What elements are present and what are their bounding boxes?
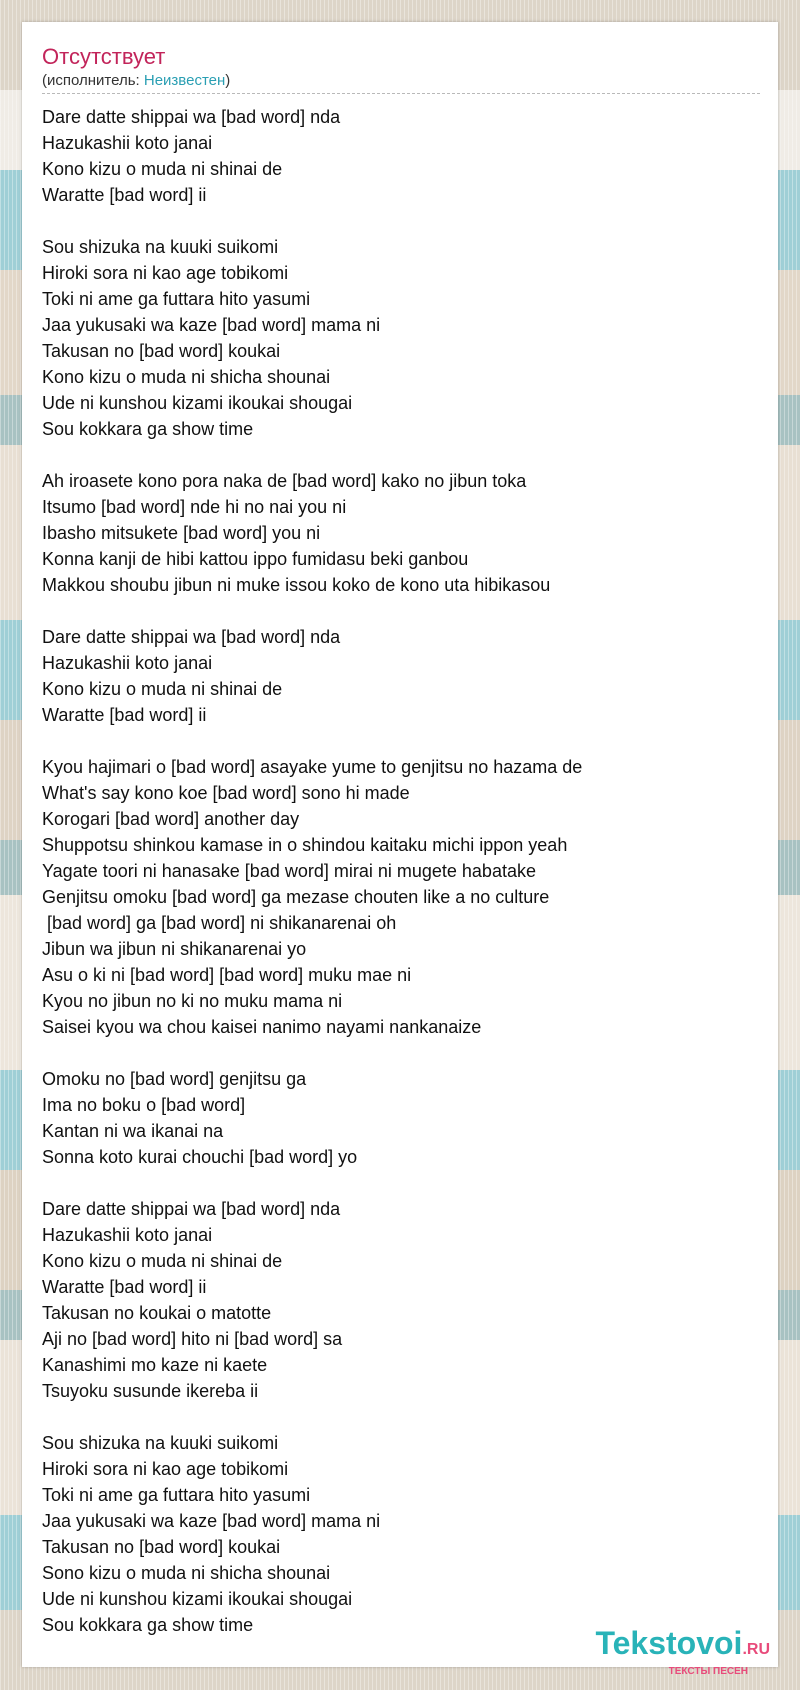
lyric-line: Waratte [bad word] ii bbox=[42, 1277, 207, 1297]
byline-suffix: ) bbox=[225, 72, 231, 89]
lyrics-stanza bbox=[42, 1430, 758, 1638]
lyric-line: Hazukashii koto janai bbox=[42, 1225, 213, 1245]
lyric-line: Hazukashii koto janai bbox=[42, 653, 213, 673]
lyric-line: Hiroki sora ni kao age tobikomi bbox=[42, 263, 289, 283]
lyric-line: Hazukashii koto janai bbox=[42, 133, 213, 153]
lyric-line: Sou kokkara ga show time bbox=[42, 419, 254, 439]
lyric-line: Dare datte shippai wa [bad word] nda bbox=[42, 1199, 341, 1219]
logo-name: Tekstovoi bbox=[595, 1625, 743, 1661]
lyric-line: Toki ni ame ga futtara hito yasumi bbox=[42, 1485, 311, 1505]
lyric-line: Waratte [bad word] ii bbox=[42, 185, 207, 205]
lyric-line: Sonna koto kurai chouchi [bad word] yo bbox=[42, 1147, 358, 1167]
lyrics-stanza bbox=[42, 468, 758, 598]
lyric-line: [bad word] ga [bad word] ni shikanarenai oh bbox=[42, 913, 397, 933]
lyrics-body bbox=[42, 104, 758, 1638]
lyric-line: Ah iroasete kono pora naka de [bad word] kako no jibun toka bbox=[42, 471, 527, 491]
lyric-line: Kono kizu o muda ni shinai de bbox=[42, 1251, 283, 1271]
lyrics-stanza bbox=[42, 1066, 758, 1170]
lyric-line: Konna kanji de hibi kattou ippo fumidasu beki ganbou bbox=[42, 549, 469, 569]
lyric-line: Kantan ni wa ikanai na bbox=[42, 1121, 224, 1141]
artist-link[interactable]: Неизвестен bbox=[143, 72, 226, 89]
lyric-line: Jibun wa jibun ni shikanarenai yo bbox=[42, 939, 307, 959]
lyric-line: Shuppotsu shinkou kamase in o shindou kaitaku michi ippon yeah bbox=[42, 835, 568, 855]
lyric-line: Takusan no koukai o matotte bbox=[42, 1303, 272, 1323]
lyrics-stanza bbox=[42, 104, 758, 208]
lyrics-stanza bbox=[42, 1196, 758, 1404]
lyric-line: Omoku no [bad word] genjitsu ga bbox=[42, 1069, 307, 1089]
lyrics-stanza bbox=[42, 624, 758, 728]
lyric-line: Sou kokkara ga show time bbox=[42, 1615, 254, 1635]
lyric-line: Ibasho mitsukete [bad word] you ni bbox=[42, 523, 321, 543]
lyric-line: Sono kizu o muda ni shicha shounai bbox=[42, 1563, 331, 1583]
lyric-line: Dare datte shippai wa [bad word] nda bbox=[42, 627, 341, 647]
lyric-line: Ude ni kunshou kizami ikoukai shougai bbox=[42, 1589, 353, 1609]
lyric-line: Toki ni ame ga futtara hito yasumi bbox=[42, 289, 311, 309]
lyric-line: Makkou shoubu jibun ni muke issou koko de kono uta hibikasou bbox=[42, 575, 551, 595]
lyric-line: Kyou no jibun no ki no muku mama ni bbox=[42, 991, 343, 1011]
lyrics-card bbox=[22, 22, 778, 1667]
lyric-line: Waratte [bad word] ii bbox=[42, 705, 207, 725]
artist-byline bbox=[42, 72, 760, 94]
lyric-line: Ima no boku o [bad word] bbox=[42, 1095, 246, 1115]
lyric-line: Korogari [bad word] another day bbox=[42, 809, 300, 829]
lyric-line: Sou shizuka na kuuki suikomi bbox=[42, 237, 279, 257]
lyrics-stanza bbox=[42, 754, 758, 1040]
lyric-line: What's say kono koe [bad word] sono hi made bbox=[42, 783, 410, 803]
lyric-line: Jaa yukusaki wa kaze [bad word] mama ni bbox=[42, 315, 381, 335]
site-logo[interactable] bbox=[595, 1627, 770, 1678]
lyric-line: Takusan no [bad word] koukai bbox=[42, 1537, 281, 1557]
logo-wordmark bbox=[595, 1627, 770, 1666]
lyric-line: Itsumo [bad word] nde hi no nai you ni bbox=[42, 497, 347, 517]
logo-tagline: ТЕКСТЫ ПЕСЕН bbox=[668, 1666, 748, 1677]
byline-prefix: (исполнитель: bbox=[42, 72, 144, 89]
lyric-line: Ude ni kunshou kizami ikoukai shougai bbox=[42, 393, 353, 413]
lyric-line: Hiroki sora ni kao age tobikomi bbox=[42, 1459, 289, 1479]
lyric-line: Kanashimi mo kaze ni kaete bbox=[42, 1355, 268, 1375]
lyric-line: Tsuyoku susunde ikereba ii bbox=[42, 1381, 259, 1401]
lyric-line: Saisei kyou wa chou kaisei nanimo nayami nankanaize bbox=[42, 1017, 482, 1037]
lyric-line: Asu o ki ni [bad word] [bad word] muku mae ni bbox=[42, 965, 412, 985]
lyric-line: Sou shizuka na kuuki suikomi bbox=[42, 1433, 279, 1453]
lyric-line: Yagate toori ni hanasake [bad word] mirai ni mugete habatake bbox=[42, 861, 536, 881]
song-title: Отсутствует bbox=[42, 44, 166, 69]
logo-tld: .RU bbox=[742, 1641, 770, 1658]
lyric-line: Kono kizu o muda ni shinai de bbox=[42, 679, 283, 699]
lyrics-stanza bbox=[42, 234, 758, 442]
lyric-line: Jaa yukusaki wa kaze [bad word] mama ni bbox=[42, 1511, 381, 1531]
lyric-line: Kyou hajimari o [bad word] asayake yume to genjitsu no hazama de bbox=[42, 757, 583, 777]
lyric-line: Aji no [bad word] hito ni [bad word] sa bbox=[42, 1329, 343, 1349]
lyric-line: Takusan no [bad word] koukai bbox=[42, 341, 281, 361]
lyric-line: Kono kizu o muda ni shinai de bbox=[42, 159, 283, 179]
lyric-line: Kono kizu o muda ni shicha shounai bbox=[42, 367, 331, 387]
lyric-line: Dare datte shippai wa [bad word] nda bbox=[42, 107, 341, 127]
lyric-line: Genjitsu omoku [bad word] ga mezase chouten like a no culture bbox=[42, 887, 550, 907]
